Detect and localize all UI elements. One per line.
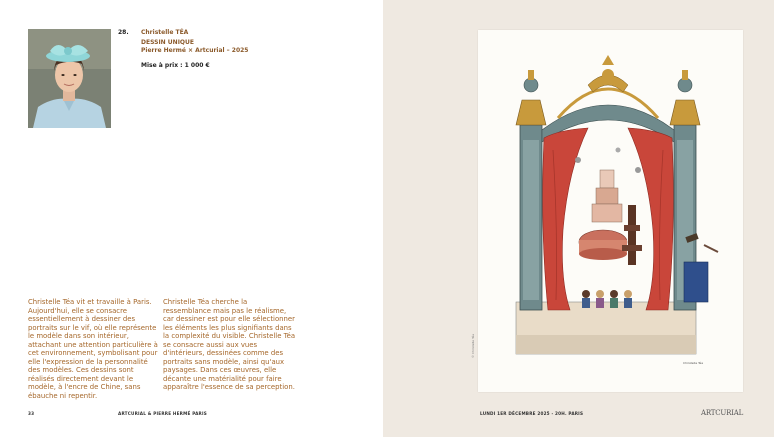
footer-publication: ARTCURIAL & PIERRE HERMÉ PARIS (118, 411, 207, 416)
bio-column-1: Christelle Téa vit et travaille à Paris. Aujourd'hui, elle se consacre essentiellement à dessiner des portraits sur le vif, où elle représente le modèle dans son intérieur, attachant une attention particulière à cet environnement, symbolisant pour elle l'expression de la personnalité des modèles. Ces dessins sont réalisés directement devant le modèle, à l'encre de Chine, sans ébauche ni repentir. (28, 298, 158, 401)
bio-column-2: Christelle Téa cherche la ressemblance mais pas le réalisme, car dessiner est pour elle sélectionner les éléments les plus signifiants dans la complexité du visible. Christelle Téa se consacre aussi aux vues d'intérieurs, dessinées comme des portraits sans modèle, ainsi qu'aux paysages. Dans ces œuvres, elle décante une matérialité pour faire apparaître l'essence de sa perception. (163, 298, 296, 392)
footer-date: LUNDI 1ER DÉCEMBRE 2025 - 20H. PARIS (480, 411, 584, 416)
lot-number: 28. (118, 29, 129, 36)
lot-info (141, 29, 248, 70)
page-number: 33 (28, 411, 35, 416)
artist-signature: Christelle Téa (683, 361, 704, 365)
starting-price: Mise à prix : 1 000 € (141, 62, 210, 69)
lot-title: DESSIN UNIQUE (141, 39, 194, 46)
artist-name: Christelle TÉA (141, 29, 189, 36)
lot-subtitle: Pierre Hermé × Artcurial – 2025 (141, 47, 249, 54)
artist-portrait (28, 29, 111, 128)
artwork-drawing (478, 30, 743, 392)
artwork-credit: © Christelle Téa (471, 333, 475, 358)
left-page (0, 0, 383, 437)
artcurial-logo: ARTCURIAL (701, 409, 744, 417)
